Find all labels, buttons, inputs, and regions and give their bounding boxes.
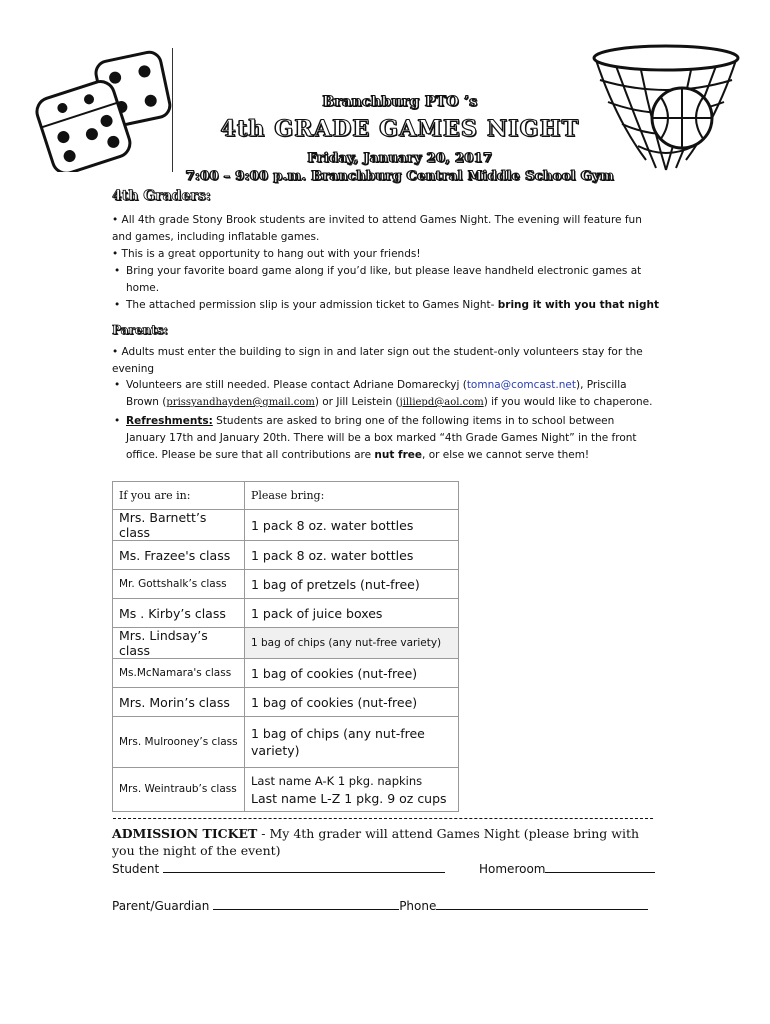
parents-bullet-2 (126, 377, 656, 411)
table-row (113, 541, 459, 570)
student-field-row (112, 860, 445, 876)
homeroom-field-row (479, 860, 655, 876)
graders-heading: 4th Graders: (112, 188, 211, 204)
admission-ticket-label: ADMISSION TICKET (112, 826, 258, 841)
parents-bullet-2-mid1: ), Priscilla Brown ( (126, 379, 627, 408)
item-cell: 1 bag of pretzels (nut-free) (245, 570, 459, 599)
parents-bullet-2-post: ) if you would like to chaperone. (483, 396, 653, 408)
dice-icon (30, 44, 180, 172)
parents-bullet-2-mid2: ) or Jill Leistein ( (314, 396, 400, 408)
student-label: Student (112, 862, 160, 876)
refreshments-text: Students are asked to bring one of the following items in to school between January 17th and January 20th. There will be a box marked “4th Grade Games Night” in the front office. Please be sure that all contributions are (126, 415, 637, 461)
table-row (113, 717, 459, 768)
pto-line: Branchburg PTO ’s (322, 94, 478, 110)
nut-free-bold: nut free (374, 449, 423, 461)
admission-ticket (112, 825, 657, 859)
item-cell: 1 bag of chips (any nut-free variety) (245, 628, 459, 659)
refreshments-post: , or else we cannot serve them! (422, 449, 590, 461)
class-cell: Ms . Kirby’s class (113, 599, 245, 628)
phone-input[interactable] (436, 897, 648, 910)
class-cell: Ms. Frazee's class (113, 541, 245, 570)
table-row (113, 768, 459, 812)
item-cell: 1 bag of cookies (nut-free) (245, 688, 459, 717)
graders-bullet-4-marker: • (114, 299, 121, 311)
admission-ticket-text: - My 4th grader will attend Games Night (please bring with you the night of the event) (112, 826, 640, 858)
refreshments-table (112, 481, 459, 812)
parents-bullet-3 (126, 413, 651, 464)
parent-field-row (112, 897, 648, 913)
graders-bullet-1: • All 4th grade Stony Brook students are invited to attend Games Night. The evening will feature fun and games, including inflatable games. (112, 214, 642, 243)
cut-line (113, 818, 653, 819)
class-cell: Mr. Gottshalk’s class (113, 570, 245, 599)
item-cell: 1 pack of juice boxes (245, 599, 459, 628)
class-cell: Mrs. Morin’s class (113, 688, 245, 717)
item-cell: 1 pack 8 oz. water bottles (245, 541, 459, 570)
header-divider (172, 48, 173, 172)
graders-bullet-4-text: The attached permission slip is your admission ticket to Games Night- (126, 299, 495, 311)
class-cell: Mrs. Mulrooney’s class (113, 717, 245, 768)
table-row (113, 628, 459, 659)
item-cell: 1 bag of cookies (nut-free) (245, 659, 459, 688)
item-cell: 1 pack 8 oz. water bottles (245, 510, 459, 541)
email-link-brown[interactable]: prissyandhayden@gmail.com (166, 397, 315, 408)
graders-bullet-4-bold: bring it with you that night (497, 299, 659, 311)
graders-bullet-4 (126, 297, 666, 314)
parents-heading: Parents: (112, 323, 168, 337)
table-header-class: If you are in: (113, 482, 245, 510)
basketball-hoop-icon (586, 40, 746, 180)
table-row (113, 659, 459, 688)
parents-bullet-1: • Adults must enter the building to sign in and later sign out the student-only volunteers stay for the evening (112, 346, 643, 375)
parents-bullet-2-pre: Volunteers are still needed. Please contact Adriane Domareckyj ( (126, 379, 467, 391)
homeroom-label: Homeroom (479, 862, 546, 876)
item-line-1: Last name A-K 1 pkg. napkins (251, 773, 423, 788)
email-link-domareckyj[interactable]: tomna@comcast.net (466, 379, 576, 391)
email-link-leistein[interactable]: jilliepd@aol.com (399, 397, 484, 408)
item-cell: 1 bag of chips (any nut-free variety) (245, 717, 459, 768)
table-row (113, 510, 459, 541)
graders-bullet-3: Bring your favorite board game along if you’d like, but please leave handheld electronic games at home. (126, 265, 642, 294)
item-line-2: Last name L-Z 1 pkg. 9 oz cups (251, 790, 447, 806)
table-row (113, 688, 459, 717)
parent-input[interactable] (213, 897, 399, 910)
table-row (113, 599, 459, 628)
table-header-row (113, 482, 459, 510)
class-cell: Mrs. Barnett’s class (113, 510, 245, 541)
phone-label: Phone (399, 899, 437, 913)
graders-bullet-3-marker: • (114, 265, 121, 277)
event-date: Friday, January 20, 2017 (307, 151, 493, 166)
class-cell: Mrs. Weintraub’s class (113, 768, 245, 812)
class-cell: Mrs. Lindsay’s class (113, 628, 245, 659)
refreshments-label: Refreshments: (126, 415, 213, 427)
parent-label: Parent/Guardian (112, 899, 210, 913)
parents-bullet-3-marker: • (114, 415, 121, 427)
event-time-place: 7:00 – 9:00 p.m. Branchburg Central Middle School Gym (185, 169, 615, 184)
class-cell: Ms.McNamara's class (113, 659, 245, 688)
graders-bullet-2: • This is a great opportunity to hang out with your friends! (112, 248, 421, 260)
student-input[interactable] (163, 860, 445, 873)
homeroom-input[interactable] (545, 860, 655, 873)
page-title: 4th GRADE GAMES NIGHT (220, 116, 580, 142)
table-row (113, 570, 459, 599)
parents-bullet-2-marker: • (114, 379, 121, 391)
item-cell (245, 768, 459, 812)
table-header-item: Please bring: (245, 482, 459, 510)
